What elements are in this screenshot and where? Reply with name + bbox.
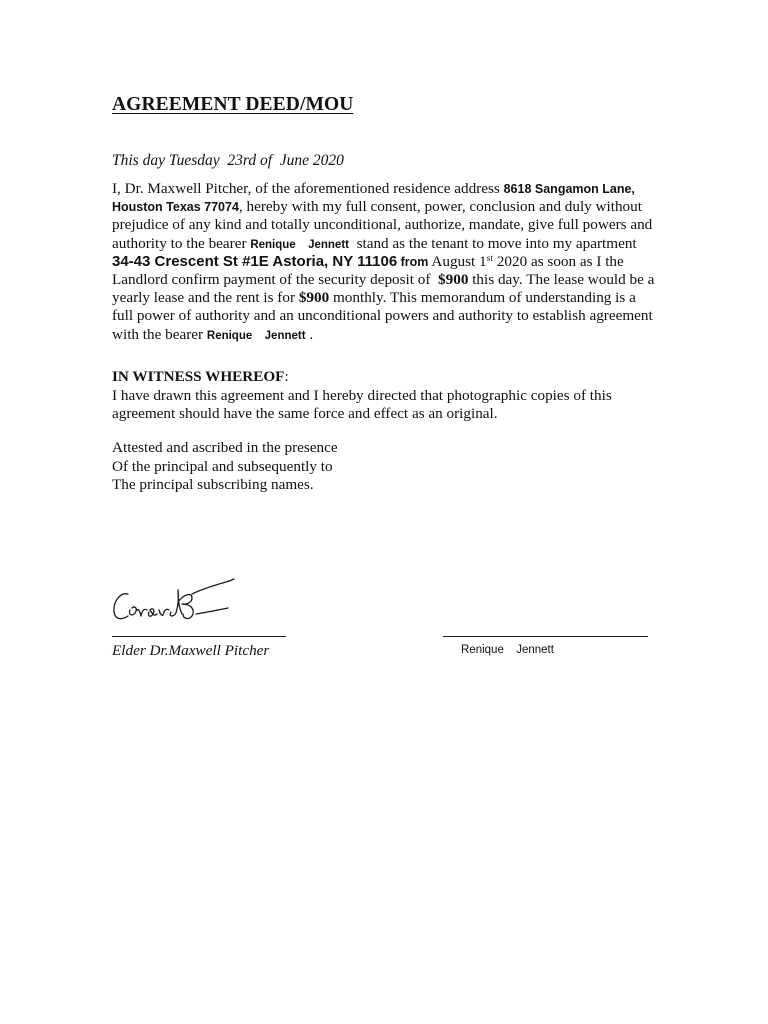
paragraph-line-4: authority to the bearer Renique Jennett stand as the tenant to move into my apartment [112, 234, 637, 252]
paragraph-line-7: yearly lease and the rent is for $900 monthly. This memorandum of understanding is a [112, 289, 636, 307]
paragraph-line-3: prejudice of any kind and totally unconditional, authorize, mandate, give full powers and [112, 216, 653, 234]
from-word: from [397, 254, 429, 269]
date-line: This day Tuesday 23rd of June 2020 [112, 152, 344, 169]
witness-section: IN WITNESS WHEREOF: I have drawn this agreement and I hereby directed that photographic copies of this agreement should have the same force and effect as an original. [112, 368, 612, 423]
rent-amount: $900 [298, 289, 330, 307]
signature-line-right [443, 636, 648, 637]
paragraph-line-2: Houston Texas 77074, hereby with my full consent, power, conclusion and duly without [112, 198, 642, 216]
attestation-line-1: Attested and ascribed in the presence [112, 439, 338, 456]
paragraph-line-6: Landlord confirm payment of the security deposit of $900 this day. The lease would be a [112, 270, 655, 288]
attestation-section [112, 439, 338, 495]
document-title: AGREEMENT DEED/MOU [112, 94, 354, 115]
agreement-paragraph [112, 180, 657, 344]
apartment-address: 34-43 Crescent St #1E Astoria, NY 11106 [112, 252, 398, 270]
deposit-amount: $900 [438, 270, 469, 288]
signature-line-left [112, 636, 286, 637]
landlord-signature-name: Elder Dr.Maxwell Pitcher [112, 642, 270, 659]
handwritten-signature-icon [108, 572, 238, 628]
tenant-name: Renique Jennett [206, 329, 306, 342]
paragraph-line-1: I, Dr. Maxwell Pitcher, of the aforementioned residence address 8618 Sangamon Lane, [112, 180, 635, 197]
landlord-address-city: Houston Texas 77074 [112, 200, 239, 215]
tenant-signature-name: Renique Jennett [461, 644, 554, 656]
paragraph-line-5: 34-43 Crescent St #1E Astoria, NY 11106 from August 1st 2020 as soon as I the [112, 252, 624, 270]
witness-line-2: agreement should have the same force and effect as an original. [112, 405, 498, 423]
tenant-name: Renique Jennett [250, 238, 349, 251]
landlord-address-street: 8618 Sangamon Lane, [503, 182, 635, 196]
paragraph-line-8: full power of authority and an unconditional powers and authority to establish agreement [112, 307, 653, 325]
attestation-line-2: Of the principal and subsequently to [112, 457, 333, 475]
witness-line-1: I have drawn this agreement and I hereby directed that photographic copies of this [112, 386, 612, 404]
attestation-line-3: The principal subscribing names. [112, 476, 314, 494]
witness-heading: IN WITNESS WHEREOF [112, 368, 285, 385]
ordinal-suffix: st [486, 253, 493, 264]
paragraph-line-9: with the bearer Renique Jennett . [112, 325, 314, 343]
